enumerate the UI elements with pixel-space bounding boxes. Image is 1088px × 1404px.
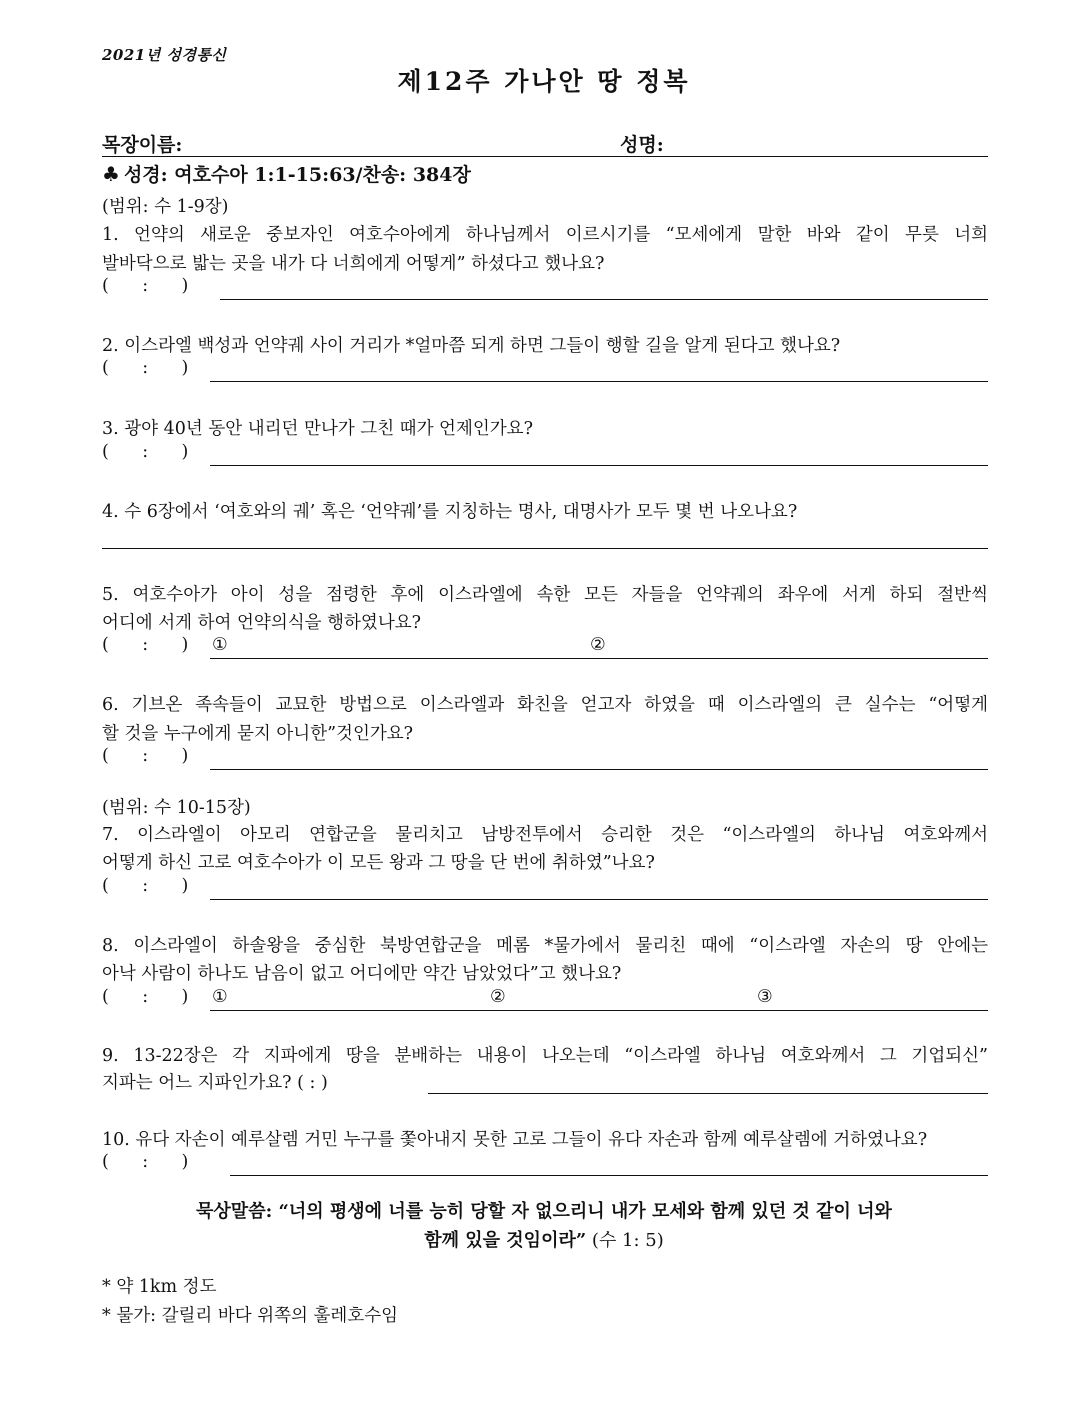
club-icon: ♣ <box>102 162 120 186</box>
question-8-line-2: 아낙 사람이 하나도 남음이 없고 어디에만 약간 남았었다”고 했나요? <box>102 964 622 984</box>
scripture-line <box>102 160 471 187</box>
range-label-1: (범위: 수 1-9장) <box>102 197 229 217</box>
footnote-1: * 약 1km 정도 <box>102 1277 217 1297</box>
answer-rule-9 <box>428 1093 988 1094</box>
answer-rule <box>220 299 988 300</box>
answer-rule <box>210 1010 988 1011</box>
answer-rule-4 <box>102 548 988 549</box>
range-label-2: (범위: 수 10-15장) <box>102 798 251 818</box>
answer-rule <box>230 1175 988 1176</box>
question-4-line-1: 4. 수 6장에서 ‘여호와의 궤’ 혹은 ‘언약궤’를 지칭하는 명사, 대명사가 모두 몇 번 나오나요? <box>102 502 798 522</box>
answer-line-10 <box>102 1152 988 1176</box>
question-5-line-1: 5. 여호수아가 아이 성을 점령한 후에 이스라엘에 속한 모든 자들을 언약궤의 좌우에 서게 하되 절반씩 <box>102 585 988 605</box>
memory-verse-line-1: 묵상말씀: “너의 평생에 너를 능히 당할 자 없으리니 내가 모세와 함께 있던 것 같이 너와 <box>196 1201 892 1222</box>
answer-paren: ( : ) <box>102 987 189 1007</box>
question-6-line-2: 할 것을 누구에게 묻지 아니한”것인가요? <box>102 724 414 744</box>
answer-paren: ( : ) <box>102 746 189 766</box>
answer-line-3 <box>102 442 988 466</box>
footnote-2: * 물가: 갈릴리 바다 위쪽의 훌레호수임 <box>102 1306 399 1326</box>
answer-paren: ( : ) <box>102 442 189 462</box>
answer-paren: ( : ) <box>102 1152 189 1172</box>
year-label: 2021년 성경통신 <box>102 46 227 64</box>
group-name-label: 목장이름: <box>102 134 183 156</box>
answer-line-7 <box>102 876 988 900</box>
scripture-text: 성경: 여호수아 1:1-15:63/찬송: 384장 <box>123 164 471 186</box>
answer-mark-2: ② <box>590 635 606 655</box>
page-title: 제12주 가나안 땅 정복 <box>397 67 691 96</box>
answer-paren: ( : ) <box>102 276 189 296</box>
question-6-line-1: 6. 기브온 족속들이 교묘한 방법으로 이스라엘과 화친을 얻고자 하였을 때 이스라엘의 큰 실수는 “어떻게 <box>102 695 988 715</box>
answer-line-8 <box>102 987 988 1011</box>
answer-rule <box>210 769 988 770</box>
question-1-line-2: 발바닥으로 밟는 곳을 내가 다 너희에게 어떻게” 하셨다고 했나요? <box>102 254 605 274</box>
answer-mark-2: ② <box>490 987 506 1007</box>
question-9-line-1: 9. 13-22장은 각 지파에게 땅을 분배하는 내용이 나오는데 “이스라엘 하나님 여호와께서 그 기업되신” <box>102 1046 988 1066</box>
question-1-line-1: 1. 언약의 새로운 중보자인 여호수아에게 하나님께서 이르시기를 “모세에게 말한 바와 같이 무릇 너희 <box>102 225 988 245</box>
name-fields <box>102 130 988 157</box>
person-name-label: 성명: <box>620 134 664 156</box>
answer-paren: ( : ) <box>102 635 189 655</box>
answer-rule <box>210 465 988 466</box>
question-8-line-1: 8. 이스라엘이 하솔왕을 중심한 북방연합군을 메롬 *물가에서 물리친 때에 “이스라엘 자손의 땅 안에는 <box>102 936 988 956</box>
question-7-line-2: 어떻게 하신 고로 여호수아가 이 모든 왕과 그 땅을 단 번에 취하였”나요? <box>102 853 655 873</box>
question-2-line-1: 2. 이스라엘 백성과 언약궤 사이 거리가 *얼마쯤 되게 하면 그들이 행할 길을 알게 된다고 했나요? <box>102 336 841 356</box>
answer-line-1 <box>102 276 988 300</box>
answer-rule <box>210 381 988 382</box>
question-7-line-1: 7. 이스라엘이 아모리 연합군을 물리치고 남방전투에서 승리한 것은 “이스라엘의 하나님 여호와께서 <box>102 825 988 845</box>
answer-mark-3: ③ <box>757 987 773 1007</box>
answer-paren: ( : ) <box>102 358 189 378</box>
memory-verse-ref: (수 1: 5) <box>586 1230 664 1251</box>
answer-line-2 <box>102 358 988 382</box>
answer-mark-1: ① <box>212 635 228 655</box>
question-10-line-1: 10. 유다 자손이 예루살렘 거민 누구를 쫓아내지 못한 고로 그들이 유다 자손과 함께 예루살렘에 거하였나요? <box>102 1130 928 1150</box>
memory-verse-text: 함께 있을 것임이라” <box>424 1230 587 1251</box>
answer-mark-1: ① <box>212 987 228 1007</box>
question-5-line-2: 어디에 서게 하여 언약의식을 행하였나요? <box>102 613 422 633</box>
answer-rule <box>210 658 988 659</box>
question-3-line-1: 3. 광야 40년 동안 내리던 만나가 그친 때가 언제인가요? <box>102 419 533 439</box>
answer-paren: ( : ) <box>102 876 189 896</box>
memory-verse-line-2 <box>0 1226 1088 1252</box>
question-9-line-2: 지파는 어느 지파인가요? ( : ) <box>102 1073 328 1093</box>
answer-line-5 <box>102 635 988 659</box>
answer-line-6 <box>102 746 988 770</box>
answer-rule <box>210 899 988 900</box>
